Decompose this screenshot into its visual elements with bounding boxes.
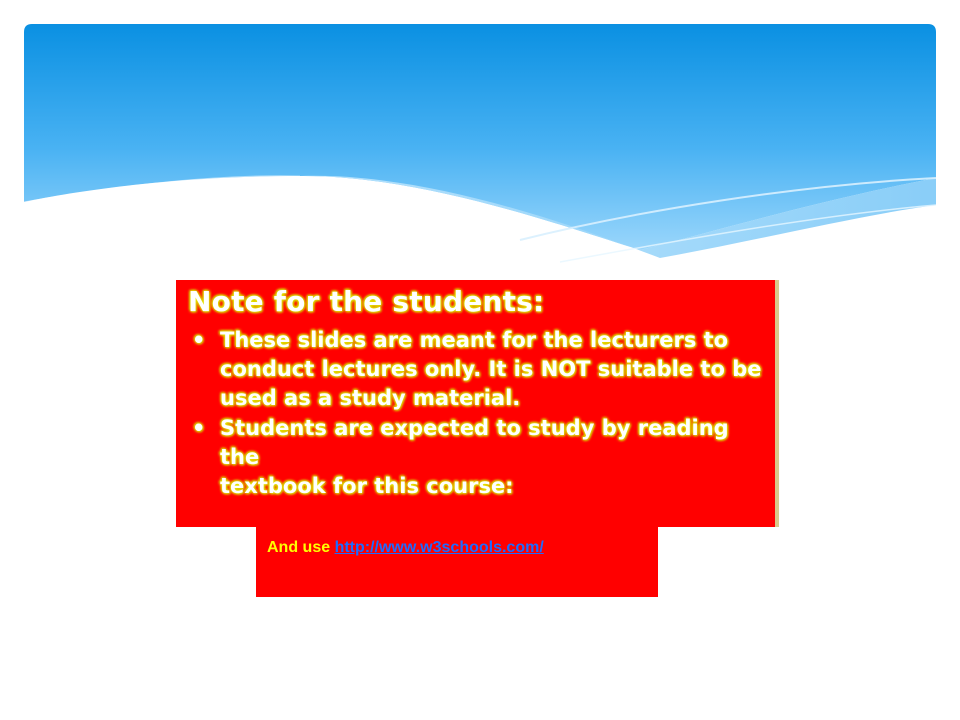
bullet-1-emphasis: NOT xyxy=(540,357,591,381)
bullet-2-line-1: Students are expected to study by reading the xyxy=(220,416,729,469)
w3schools-link[interactable]: http://www.w3schools.com/ xyxy=(334,539,544,556)
link-prefix-text: And use xyxy=(267,539,335,556)
note-list xyxy=(188,326,765,501)
note-bullet-2 xyxy=(188,414,765,501)
bullet-2-line-2: textbook for this course: xyxy=(220,474,514,498)
bullet-dot-icon: • xyxy=(192,328,206,352)
bullet-dot-icon: • xyxy=(192,416,206,440)
header-wave-decoration xyxy=(0,0,960,280)
bullet-1-line-3: used as a study material. xyxy=(220,386,521,410)
bullet-1-line-2 xyxy=(220,355,765,384)
bullet-1-line-1: These slides are meant for the lecturers to xyxy=(220,328,729,352)
note-box xyxy=(176,280,779,527)
link-box xyxy=(256,527,658,597)
bullet-1-line-2-after: suitable to be xyxy=(590,357,762,381)
bullet-1-line-2-before: conduct lectures only. It is xyxy=(220,357,541,381)
note-bullet-1 xyxy=(188,326,765,413)
note-title: Note for the students: xyxy=(188,285,545,318)
